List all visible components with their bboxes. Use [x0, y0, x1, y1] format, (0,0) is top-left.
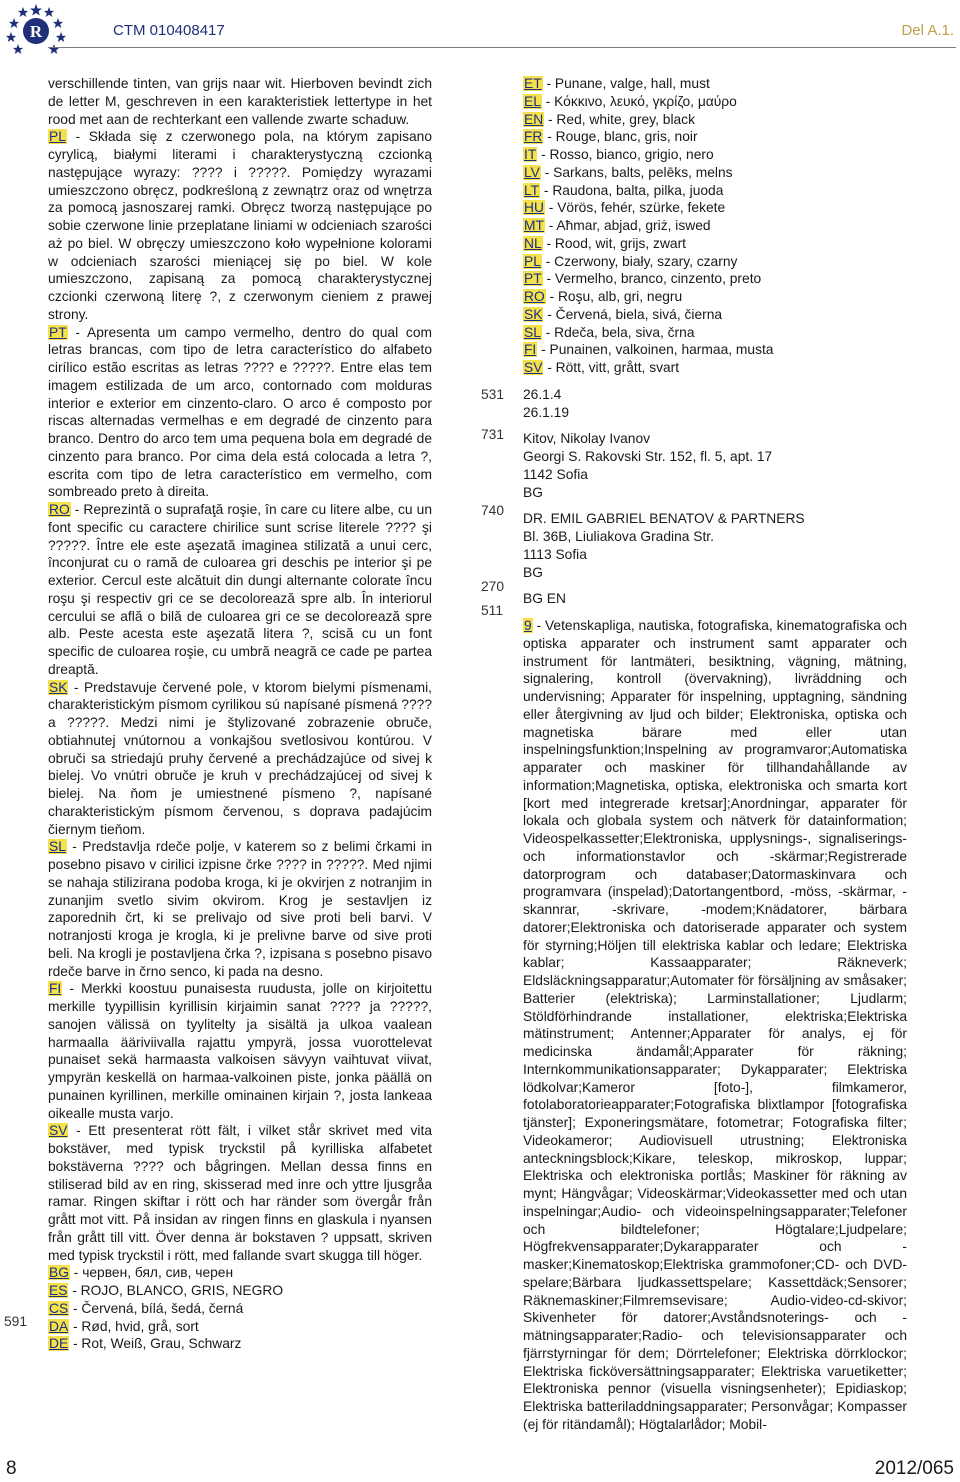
header-rule — [48, 47, 956, 48]
colour-text: - ROJO, BLANCO, GRIS, NEGRO — [68, 1283, 284, 1298]
colour-entry — [48, 1318, 432, 1336]
language-code-pt: PT — [49, 324, 67, 340]
description-sv — [48, 1122, 432, 1264]
colour-text: - Červená, biela, sivá, čierna — [543, 306, 723, 322]
goods-text: - Vetenskapliga, nautiska, fotografiska, kinematografiska och optiska apparater och instrument samt apparater och instrument för lantmäteri, besiktning, vägning, mätning, signalering, kontroll (övervakning), livräddning och undervisning; Apparater för inspelning, upptagning, sändning eller återgivning av ljud och bilder; Elektroniska, optiska och magnetiska bärare med eller utan inspelningsfunktion;Inspelning av programvaror;Automatiska apparater och maskiner för tillhandahållande av information;Magnetiska, optiska, elektroniska och smarta kort [kort med integrerade kretsar];Anordningar, apparater för lokala och globala system och nätverk för datainformation; Videospelkassetter;Elektroniska, upplysnings-, signaliserings- och informationstavlor och -skärmar;Registrerade datorprogram och databaser;Datormaskinvara och programvara (inspelad);Datortangentbord, -möss, -skärmar, -skannrar, -skrivare, -modem;Knädatorer, bärbara datorer;Elektroniska och datoriserade apparater och system för styrning;Höljen till elektriska kablar och ledare; Elektriska kablar; Kassaapparater; Räkneverk; Eldsläckningsapparatur;Automater för försäljning av småsaker; Batterier (elektriska); Larminstallationer; Ljudlarm; Stöldförhindrande installationer, elektriska;Elektriska mätinstrument; Antenner;Apparater för analys, ej för medicinska ändamål;Apparater för räkning; Internkommunikationsapparater; Dykapparater; Elektriska lödkolvar;Kameror [foto-], filmkameror, fotolaboratorieapparater;Fotografiska blixtlampor [fotografiska tjänster]; Exponeringsmätare, fotometrar; Fotografiska filter; Videokameror; Audiovisuell utrustning; Elektroniska anteckningsblock;Kikare, teleskop, mikroskop, luppar; Elektriska och elektroniska portlås; Maskiner för räkning av mynt; Hängvågar; Videoskärmar;Videokassetter med och utan inspelningar;Audio- och videoinspelningsapparater;Telefoner och bildtelefoner; Högtalare;Ljudpelare; Högfrekvensapparater;Dykarapparater och -masker;Kinematoskop;Elektriska grammofoner;CD- och DVD-spelare;Bärbara ljudkassettspelare; Kassettdäck;Sensorer; Räknemaskiner;Filmremsevisare; Audio-video-cd-skivor; Skivenheter för datorer;Avståndsnoterings- och -mätningsapparater;Radio- och televisionsapparater och fjärrstyrningar för dem; Dörrtelefoner; Elektriska dörrklockor; Elektriska ficköversättningsapparater; Elektriska varuetiketter; Elektroniska pennor (visuella visningsenheter); Epidiaskop; Elektriska batteriladdningsapparater; Personvågar; Kompasser (ej för ritändamål); Högtalarlådor; Mobil- — [523, 618, 907, 1432]
language-code-sv: SV — [49, 1123, 68, 1139]
description-text: - Predstavlja rdeče polje, v katerem so z belimi črkami in posebno pisavo v cirilici izpisne črke ???? in ?????. Med njimi se nahaja stilizirana podoba kroga, ki je okvirjen z notranjim in zunanjim svetlo sivim okvirom. Krog je sestavljen iz zaporednih črt, ki se prelivajo od sive proti beli barvi. V notranjosti kroga je krogla, ki je prelivne barve od sive proti beli. Na krogli je postavljena črka ?, izpisana s posebno pisavo rdeče barve in črno senco, ki pada na desno. — [48, 839, 432, 979]
field-number-531: 531 — [481, 387, 505, 402]
field-740-content — [523, 510, 907, 581]
eu-stars-logo-icon — [4, 2, 68, 58]
colour-text: - Aħmar, abjad, griż, iswed — [544, 218, 711, 233]
description-continuation: verschillende tinten, van grijs naar wit. Hierboven bevindt zich de letter M, geschreven in een karakteristiek lettertype in het rood met aan de rechterkant een vallende zwarte schaduw. — [48, 76, 432, 127]
language-code: SL — [524, 324, 541, 340]
bulletin-issue: 2012/065 — [874, 1458, 954, 1479]
colour-entry — [523, 146, 907, 164]
colour-text: - Rött, vitt, grått, svart — [543, 360, 680, 375]
colour-text: - Κόκκινο, λευκό, γκρίζο, μαύρο — [541, 93, 737, 109]
field-511-goods — [523, 617, 907, 1434]
colour-entry — [523, 75, 907, 93]
language-code: BG — [49, 1265, 69, 1281]
page-number: 8 — [6, 1458, 17, 1479]
vienna-code: 26.1.4 — [523, 386, 562, 402]
description-pt — [48, 324, 432, 502]
representative-name: DR. EMIL GABRIEL BENATOV & PARTNERS — [523, 511, 805, 527]
svg-text:R: R — [29, 22, 43, 41]
colour-text: - Rouge, blanc, gris, noir — [543, 129, 698, 145]
header-part-label: Del A.1. — [901, 22, 954, 39]
colour-entry — [523, 359, 907, 377]
language-code: RO — [524, 289, 545, 304]
field-number-511: 511 — [481, 603, 503, 618]
colour-text: - Sarkans, balts, pelēks, melns — [540, 164, 733, 180]
colour-text: - Rosso, bianco, grigio, nero — [537, 147, 714, 162]
colour-text: - Red, white, grey, black — [544, 111, 695, 127]
colour-entry — [523, 341, 907, 359]
language-code: PT — [524, 271, 542, 287]
colour-entry — [523, 270, 907, 288]
description-text: - Apresenta um campo vermelho, dentro do qual com letras brancas, com tipo de letra característico do alfabeto cirílico estão escritas as letras ???? e ?????. Entre elas tem imagem estilizada de um arco, contornado com molduras interior e exterior em cinzento-claro. O arco é composto por riscas alternadas vermelhas e em degradé de cinzento para branco. Dentro do arco tem uma pequena bola em degradé de cinzento para branco. Por cima dela está colocada a letra ?, escrita com tipo de letra característico em vermelho, com sombreado preto à direita. — [48, 324, 432, 500]
colour-list-left — [48, 1264, 432, 1353]
description-sl — [48, 838, 432, 980]
description-ro — [48, 501, 432, 679]
colour-entry — [523, 199, 907, 217]
owner-name: Kitov, Nikolay Ivanov — [523, 431, 651, 447]
field-270-languages: BG EN — [523, 591, 566, 607]
colour-text: - Czerwony, biały, szary, czarny — [541, 253, 738, 269]
colour-text: - Punane, valge, hall, must — [542, 76, 710, 91]
colour-entry — [523, 253, 907, 271]
colour-text: - Rood, wit, grijs, zwart — [542, 235, 687, 251]
language-code: CS — [49, 1300, 69, 1316]
language-code: NL — [524, 235, 542, 251]
language-code: ES — [49, 1283, 68, 1298]
field-number-731: 731 — [481, 427, 505, 442]
representative-city: 1113 Sofia — [523, 546, 587, 562]
language-code-sk: SK — [49, 679, 68, 695]
field-731-content — [523, 430, 907, 501]
language-code: SK — [524, 306, 543, 322]
colour-entry — [523, 288, 907, 306]
language-code: HU — [524, 200, 544, 216]
description-text: - Ett presenterat rött fält, i vilket står skrivet med vita bokstäver, med typisk tryckstil på kyrilliska alfabetet bokstäverna ???? och bågringen. Mellan dessa finns en stiliserad bild av en ring, skisserad med inre och yttre ljusgråa ramar. Ringen skiftar i rött och har ränder som övergår från grått mot vitt. På insidan av ringen finns en glaskula i nyansen från grått till vitt. Över denna är bokstaven ? uppsatt, skriven med typisk tryckstil i rött, med fallande svart skugga till höger. — [48, 1123, 432, 1263]
nice-class-code: 9 — [524, 618, 532, 633]
colour-entry — [523, 306, 907, 324]
colour-entry — [523, 217, 907, 235]
colour-entry — [523, 111, 907, 129]
left-column — [48, 75, 432, 1353]
colour-entry — [48, 1282, 432, 1300]
language-code: MT — [524, 218, 544, 233]
language-code: ET — [524, 76, 542, 91]
description-text: - Reprezintă o suprafaţă roşie, în care cu litere albe, cu un font specific cu caractere chirilice sunt scrise literele ???? şi ?????. Între ele este aşezată imaginea stilizată a unui cerc, înconjurat cu o ramă de culoarea gri deschis pe interior şi pe exterior. Cercul este alcătuit din dungi alternante colorate încu roşu şi respectiv gri ce se decolorează spre alb. În interiorul cercului se află o bilă de culoarea gri ce se decolorează spre alb. Peste acesta este aşezată litera ?, scisă cu un font specific de culoarea roşie, cu umbră neagră ce cade pe partea dreaptă. — [48, 502, 432, 677]
colour-text: - Červená, bílá, šedá, černá — [69, 1300, 244, 1316]
owner-address: Georgi S. Rakovski Str. 152, fl. 5, apt. 17 — [523, 449, 773, 464]
colour-entry — [48, 1335, 432, 1353]
language-code: SV — [524, 360, 543, 375]
representative-country: BG — [523, 564, 543, 580]
language-code: LT — [524, 182, 540, 198]
colour-entry — [523, 164, 907, 182]
colour-entry — [523, 235, 907, 253]
field-number-270: 270 — [481, 579, 505, 594]
language-code: LV — [524, 164, 540, 180]
description-text: - Merkki koostuu punaisesta ruudusta, jolle on kirjoitettu merkille tyypillisin kyrillisin kirjaimin sanat ???? ja ?????, sanojen välissä on tyylitelty ja sisältä ja ulkoa vaalean harmaalla ääriviivalla rajattu ympyrä, jossa vuorottelevat punaiset sekä harmaasta valkoisen sävyyn vaihtuvat viivat, ympyrän keskellä on harmaa-valkoinen piste, jonka päällä on punainen kyrillinen, merkille ominainen kirjain ?, josta lankeaa oikealle musta varjo. — [48, 981, 432, 1121]
vienna-code: 26.1.19 — [523, 404, 570, 420]
language-code-fi: FI — [49, 981, 62, 997]
colour-text: - Rot, Weiß, Grau, Schwarz — [69, 1336, 242, 1352]
colour-text: - Vörös, fehér, szürke, fekete — [544, 200, 726, 216]
colour-entry — [48, 1264, 432, 1282]
language-code: DA — [49, 1318, 69, 1334]
language-code: DE — [49, 1336, 69, 1352]
header-reference: CTM 010408417 — [113, 22, 225, 39]
language-code-sl: SL — [49, 839, 66, 855]
colour-text: - Roşu, alb, gri, negru — [545, 289, 683, 304]
colour-text: - Rød, hvid, grå, sort — [69, 1318, 199, 1334]
field-number-591: 591 — [4, 1314, 28, 1329]
field-number-740: 740 — [481, 503, 505, 518]
colour-list-right — [523, 75, 907, 377]
language-code: IT — [524, 147, 537, 162]
colour-text: - Vermelho, branco, cinzento, preto — [542, 271, 762, 287]
colour-text: - Punainen, valkoinen, harmaa, musta — [537, 342, 774, 358]
description-sk — [48, 679, 432, 839]
colour-entry — [523, 128, 907, 146]
colour-entry — [523, 182, 907, 200]
language-code-ro: RO — [49, 502, 70, 517]
language-code: EN — [524, 111, 544, 127]
colour-text: - Rdeča, bela, siva, črna — [541, 324, 695, 340]
field-531-content — [523, 386, 907, 422]
colour-text: - Raudona, balta, pilka, juoda — [540, 182, 724, 198]
language-code: EL — [524, 93, 541, 109]
language-code: FI — [524, 342, 537, 358]
right-column — [523, 75, 907, 1434]
description-fi — [48, 980, 432, 1122]
owner-country: BG — [523, 484, 543, 500]
colour-text: - червен, бял, сив, черен — [69, 1265, 234, 1281]
page-header — [0, 0, 960, 64]
language-code: PL — [524, 253, 541, 269]
description-text: - Składa się z czerwonego pola, na którym zapisano cyrylicą, białymi literami i charakterystyczną czcionką następujące wyrazy: ???? i ?????. Pomiędzy wyrazami umieszczono obręcz, podkreśloną z zewnątrz oraz od wnętrza za pomocą jasnoszarej ramki. Obręcz tworzą następujące po sobie czerwone linie przeplatane liniami w odcieniach szarości aż po biel. W obręczy umieszczono koło wypełnione kolorami w odcieniach szarości mieniącej się po biel. W kole umieszczono, zapisaną za pomocą charakterystycznej czcionki czerwoną literę ?, z czerwonym cieniem z prawej strony. — [48, 129, 432, 322]
description-text: - Predstavuje červené pole, v ktorom bielymi písmenami, charakteristickým písmom cyrilikou sú napísané písmená ???? a ?????. Medzi nimi je štylizované zobrazenie obruče, obtiahnutej vnútornou a vonkajšou svetlosivou kontúrou. V obruči sa striedajú pruhy červené a prechádzajúce od sivej k bielej. Vo vnútri obruče je kruh v prechádzajúcej od sivej k bielej. Na ňom je umiestnené písmeno ?, napísané charakteristickým písmom červenou, s doprava padajúcim čiernym tieňom. — [48, 679, 432, 837]
colour-entry — [523, 93, 907, 111]
colour-entry — [48, 1300, 432, 1318]
colour-entry — [523, 324, 907, 342]
language-code: FR — [524, 129, 543, 145]
representative-address: Bl. 36B, Liuliakova Gradina Str. — [523, 529, 714, 544]
language-code-pl: PL — [49, 129, 66, 145]
owner-city: 1142 Sofia — [523, 466, 588, 482]
description-pl — [48, 128, 432, 323]
